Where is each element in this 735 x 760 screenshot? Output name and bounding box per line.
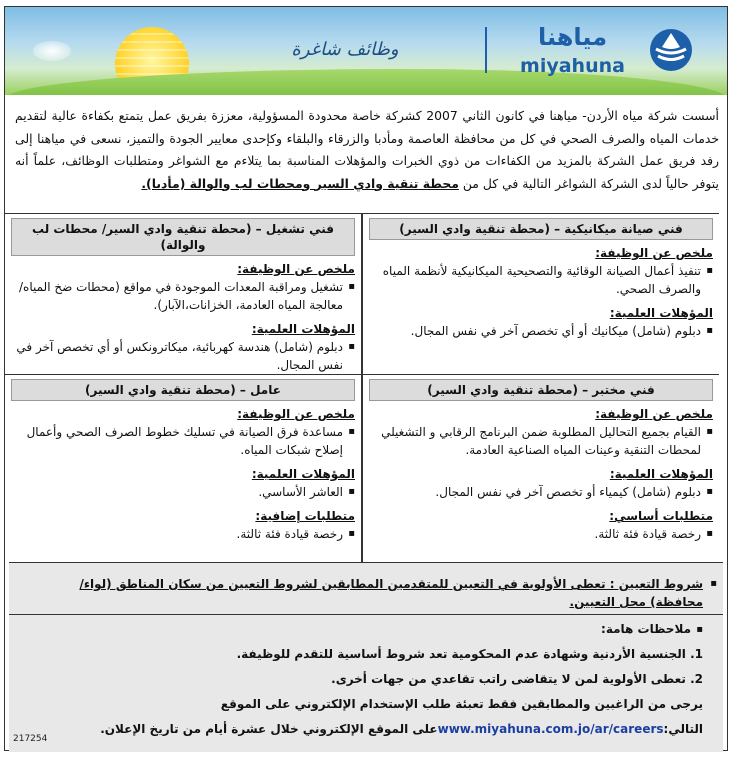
job-title: عامل – (محطة تنقية وادي السير) xyxy=(11,379,355,401)
conditions-text: ▪ شروط التعيين : تعطى الأولوية في التعيين للمتقدمين المطابقين لشروط التعيين من سكان المناطق (لواء/ محافظة) محل التعيين. xyxy=(15,575,717,611)
job-summary: ▪ تشغيل ومراقبة المعدات الموجودة في مواقع (محطات ضخ المياه/معالجة المياه العادمة، الخزانات،الآبار). xyxy=(11,278,355,314)
appointment-conditions xyxy=(9,562,723,614)
logo-english: miyahuna xyxy=(520,55,625,77)
qualifications-heading: المؤهلات العلمية: xyxy=(251,322,355,336)
requirements-heading: متطلبات إضافية: xyxy=(255,509,355,523)
apply-instructions: يرجى من الراغبين والمطابقين فقط تعبئة طلب الإستخدام الإلكتروني على الموقع التالي:www.miyahuna.com.jo/ar/careersعلى الموقع الإلكتروني خلال عشرة أيام من تاريخ الإعلان. xyxy=(100,697,703,736)
qualifications-heading: المؤهلات العلمية: xyxy=(609,306,713,320)
summary-heading: ملخص عن الوظيفة: xyxy=(595,407,713,421)
job-advertisement xyxy=(4,6,728,751)
lens-flare xyxy=(33,41,71,61)
job-summary: ▪ مساعدة فرق الصيانة في تسليك خطوط الصرف الصحي وأعمال إصلاح شبكات المياه. xyxy=(11,423,355,459)
header-banner xyxy=(5,7,727,95)
intro-text: أسست شركة مياه الأردن- مياهنا في كانون الثاني 2007 كشركة خاصة محدودة المسؤولية، معززة بفريق عمل يتمتع بكفاءة عالية لتقديم خدمات المياه والصرف الصحي في كل من محافظة العاصمة ومأدبا والزرقاء والبلقاء وكإحدى معايير الجودة والتميز، نسعى في مياهنا إلى رفد فريق عمل الشركة بالمزيد من الكفاءات من ذوي الخبرات والمؤهلات المناسبة بما يتلاءم مع الشواغر ومتطلبات الوظائف، علماً أنه يتوفر حالياً لدى الشركة الشواغر التالية في كل من xyxy=(15,108,719,191)
job-summary: ▪ القيام بجميع التحاليل المطلوبة ضمن البرنامج الرقابي و التشغيلي لمحطات التنقية وعينات المياه الصناعية العادمة. xyxy=(369,423,713,459)
job-qualification: ▪ دبلوم (شامل) هندسة كهربائية، ميكاترونكس أو أي تخصص آخر في نفس المجال. xyxy=(11,338,355,374)
summary-heading: ملخص عن الوظيفة: xyxy=(237,262,355,276)
jobs-row-1 xyxy=(5,213,719,375)
job-title: فني تشغيل – (محطة تنقية وادي السير/ محطات لب والوالة) xyxy=(11,218,355,256)
job-lab-technician xyxy=(363,375,719,563)
requirements-heading: متطلبات أساسي: xyxy=(609,509,713,523)
logo-arabic: مياهنا xyxy=(537,23,608,51)
qualifications-heading: المؤهلات العلمية: xyxy=(609,467,713,481)
job-qualification: ▪ دبلوم (شامل) ميكانيك أو أي تخصص آخر في نفس المجال. xyxy=(369,322,713,340)
summary-heading: ملخص عن الوظيفة: xyxy=(595,246,713,260)
note-item-1: 1. الجنسية الأردنية وشهادة عدم المحكومية تعد شروط أساسية للتقدم للوظيفة. xyxy=(236,647,703,661)
job-mechanical-maintenance xyxy=(363,214,719,375)
job-qualification: ▪ العاشر الأساسي. xyxy=(11,483,355,501)
summary-heading: ملخص عن الوظيفة: xyxy=(237,407,355,421)
job-worker xyxy=(5,375,361,563)
job-requirement: ▪ رخصة قيادة فئة ثالثة. xyxy=(369,525,713,543)
ad-code: 217254 xyxy=(13,734,48,744)
banner-tagline: وظائف شاغرة xyxy=(291,39,399,60)
intro-highlight: محطة تنقية وادي السير ومحطات لب والوالة (مأدبا). xyxy=(141,175,459,191)
water-drop-icon xyxy=(648,27,694,73)
logo-divider xyxy=(485,27,487,73)
jobs-row-2 xyxy=(5,374,719,563)
notes-title: ▪ ملاحظات هامة: xyxy=(29,617,703,642)
note-item-2: 2. تعطى الأولوية لمن لا يتقاضى راتب تقاعدي من جهات أخرى. xyxy=(331,672,703,686)
qualifications-heading: المؤهلات العلمية: xyxy=(251,467,355,481)
job-summary: ▪ تنفيذ أعمال الصيانة الوقائية والتصحيحية الميكانيكية لأنظمة المياه والصرف الصحي. xyxy=(369,262,713,298)
job-title: فني صيانة ميكانيكية – (محطة تنقية وادي السير) xyxy=(369,218,713,240)
careers-link[interactable]: www.miyahuna.com.jo/ar/careers xyxy=(437,722,664,736)
intro-paragraph xyxy=(15,105,719,217)
important-notes xyxy=(9,614,723,752)
job-requirement: ▪ رخصة قيادة فئة ثالثة. xyxy=(11,525,355,543)
job-qualification: ▪ دبلوم (شامل) كيمياء أو تخصص آخر في نفس المجال. xyxy=(369,483,713,501)
job-operations-technician xyxy=(5,214,361,375)
job-title: فني مختبر – (محطة تنقية وادي السير) xyxy=(369,379,713,401)
